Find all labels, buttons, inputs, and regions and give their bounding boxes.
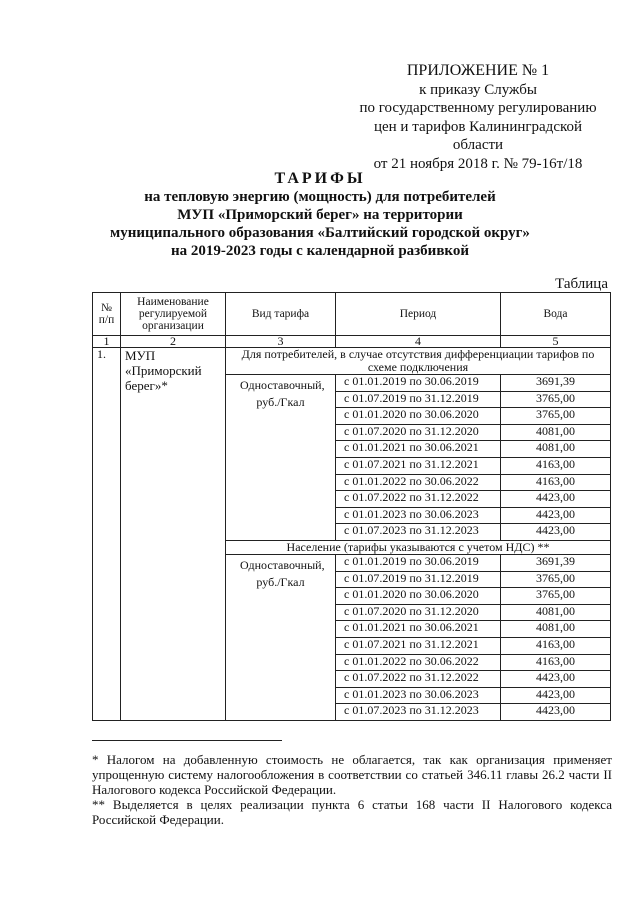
title-line: на 2019-2023 годы с календарной разбивкой [170, 243, 470, 259]
value-cell: 3765,00 [501, 391, 611, 408]
title-line: МУП «Приморский берег» на территории [177, 207, 463, 223]
period-cell: с 01.01.2022 по 30.06.2022 [336, 654, 501, 671]
column-header: Наименование регулируемой организации [121, 293, 226, 336]
period-cell: с 01.01.2019 по 30.06.2019 [336, 375, 501, 392]
appendix-line: от 21 ноября 2018 г. № 79-16т/18 [373, 155, 583, 172]
tariff-type: Одноставочный, руб./Гкал [226, 375, 336, 541]
document-title [0, 170, 640, 260]
appendix-line: цен и тарифов Калининградской области [373, 118, 583, 153]
tariff-table [92, 292, 611, 721]
column-number: 1 [93, 336, 121, 348]
period-cell: с 01.07.2023 по 31.12.2023 [336, 524, 501, 541]
header-row [93, 293, 611, 336]
period-cell: с 01.01.2021 по 30.06.2021 [336, 441, 501, 458]
period-cell: с 01.07.2019 по 31.12.2019 [336, 391, 501, 408]
period-cell: с 01.07.2020 по 31.12.2020 [336, 604, 501, 621]
appendix-line: по государственному регулированию [359, 100, 597, 116]
value-cell: 4163,00 [501, 457, 611, 474]
value-cell: 4081,00 [501, 604, 611, 621]
table-caption: Таблица [555, 276, 608, 292]
column-header: Вид тарифа [226, 293, 336, 336]
column-header: Период [336, 293, 501, 336]
column-header: Вода [501, 293, 611, 336]
period-cell: с 01.01.2020 по 30.06.2020 [336, 408, 501, 425]
column-number: 3 [226, 336, 336, 348]
value-cell: 3765,00 [501, 571, 611, 588]
value-cell: 4163,00 [501, 474, 611, 491]
footnote-divider [92, 740, 282, 741]
value-cell: 4081,00 [501, 441, 611, 458]
period-cell: с 01.07.2023 по 31.12.2023 [336, 704, 501, 721]
value-cell: 4163,00 [501, 637, 611, 654]
column-header: № п/п [93, 293, 121, 336]
title-line: муниципального образования «Балтийский городской округ» [110, 225, 530, 241]
appendix-line: к приказу Службы [419, 81, 537, 98]
period-cell: с 01.01.2020 по 30.06.2020 [336, 588, 501, 605]
column-number-row [93, 336, 611, 348]
period-cell: с 01.01.2019 по 30.06.2019 [336, 554, 501, 571]
period-cell: с 01.01.2022 по 30.06.2022 [336, 474, 501, 491]
value-cell: 3691,39 [501, 554, 611, 571]
appendix-header [358, 62, 598, 173]
value-cell: 3765,00 [501, 588, 611, 605]
value-cell: 4423,00 [501, 687, 611, 704]
value-cell: 4423,00 [501, 704, 611, 721]
row-number: 1. [93, 348, 121, 721]
footnote-1: * Налогом на добавленную стоимость не облагается, так как организация применяет упрощенную систему налогообложения в соответствии со статьей 346.11 главы 26.2 части II Налогового кодекса Российской Федерации. [92, 752, 612, 797]
value-cell: 3765,00 [501, 408, 611, 425]
value-cell: 4423,00 [501, 524, 611, 541]
value-cell: 4423,00 [501, 507, 611, 524]
period-cell: с 01.07.2019 по 31.12.2019 [336, 571, 501, 588]
value-cell: 4423,00 [501, 491, 611, 508]
value-cell: 4081,00 [501, 424, 611, 441]
tariff-type: Одноставочный, руб./Гкал [226, 554, 336, 720]
title-line: на тепловую энергию (мощность) для потребителей [144, 189, 496, 205]
period-cell: с 01.07.2022 по 31.12.2022 [336, 671, 501, 688]
column-number: 5 [501, 336, 611, 348]
value-cell: 3691,39 [501, 375, 611, 392]
period-cell: с 01.07.2022 по 31.12.2022 [336, 491, 501, 508]
value-cell: 4163,00 [501, 654, 611, 671]
column-number: 4 [336, 336, 501, 348]
period-cell: с 01.07.2020 по 31.12.2020 [336, 424, 501, 441]
appendix-title: ПРИЛОЖЕНИЕ № 1 [406, 62, 550, 79]
period-cell: с 01.01.2021 по 30.06.2021 [336, 621, 501, 638]
section-row [93, 348, 611, 375]
section-label: Для потребителей, в случае отсутствия дифференциации тарифов по схеме подключения [226, 348, 611, 375]
period-cell: с 01.01.2023 по 30.06.2023 [336, 507, 501, 524]
organization-name: МУП «Приморский берег»* [121, 348, 226, 721]
value-cell: 4081,00 [501, 621, 611, 638]
column-number: 2 [121, 336, 226, 348]
period-cell: с 01.07.2021 по 31.12.2021 [336, 637, 501, 654]
value-cell: 4423,00 [501, 671, 611, 688]
period-cell: с 01.07.2021 по 31.12.2021 [336, 457, 501, 474]
section-label: Население (тарифы указываются с учетом НДС) ** [226, 540, 611, 554]
title-main: ТАРИФЫ [274, 170, 366, 187]
period-cell: с 01.01.2023 по 30.06.2023 [336, 687, 501, 704]
footnote-2: ** Выделяется в целях реализации пункта 6 статьи 168 части II Налогового кодекса Российской Федерации. [92, 797, 612, 827]
